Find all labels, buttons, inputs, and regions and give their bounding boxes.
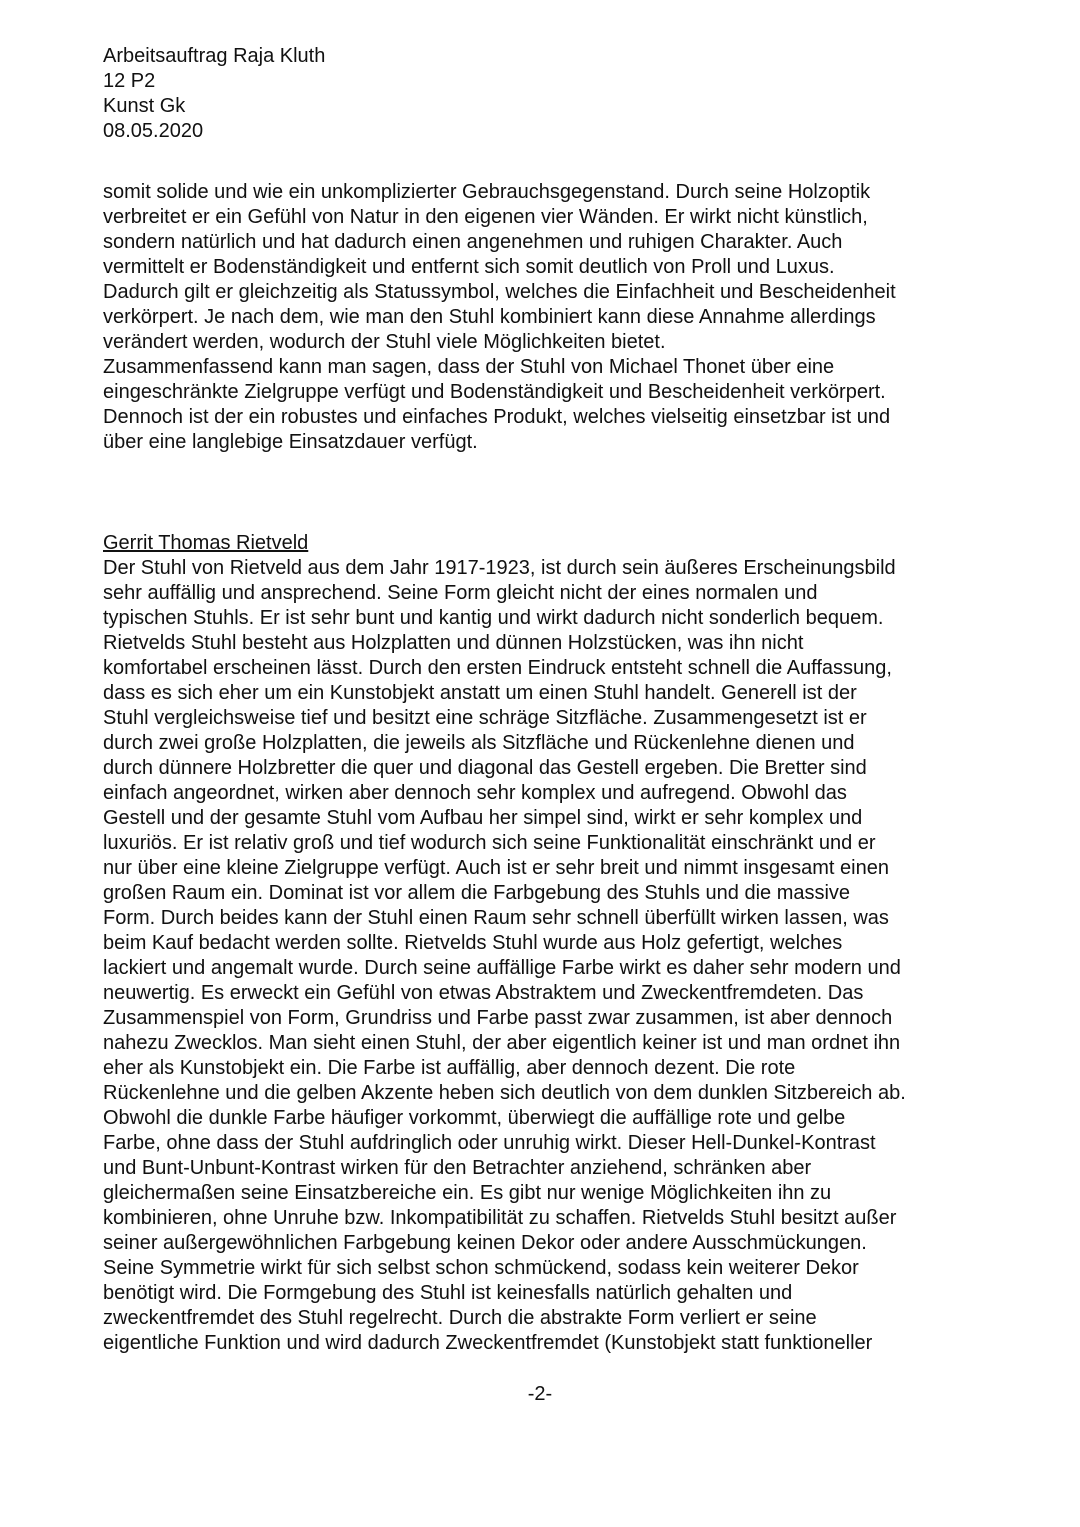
text-line: verändert werden, wodurch der Stuhl viele Möglichkeiten bietet. — [103, 331, 666, 353]
text-line: typischen Stuhls. Er ist sehr bunt und kantig und wirkt dadurch nicht sonderlich bequem. — [103, 607, 884, 629]
text-line: Form. Durch beides kann der Stuhl einen Raum sehr schnell überfüllt wirken lassen, was — [103, 907, 889, 929]
header-line: Arbeitsauftrag Raja Kluth — [103, 45, 326, 67]
text-line: durch zwei große Holzplatten, die jeweils als Sitzfläche und Rückenlehne dienen und — [103, 732, 855, 754]
text-line: seiner außergewöhnlichen Farbgebung keinen Dekor oder andere Ausschmückungen. — [103, 1232, 867, 1254]
text-line: Obwohl die dunkle Farbe häufiger vorkommt, überwiegt die auffällige rote und gelbe — [103, 1107, 846, 1129]
text-line: komfortabel erscheinen lässt. Durch den ersten Eindruck entsteht schnell die Auffassung, — [103, 657, 892, 679]
text-line: nahezu Zwecklos. Man sieht einen Stuhl, der aber eigentlich keiner ist und man ordnet ihn — [103, 1032, 901, 1054]
header-line: 12 P2 — [103, 70, 156, 92]
header-line: Kunst Gk — [103, 95, 186, 117]
header-line: 08.05.2020 — [103, 120, 204, 142]
text-line: eigentliche Funktion und wird dadurch Zweckentfremdet (Kunstobjekt statt funktioneller — [103, 1332, 873, 1354]
text-line: eingeschränkte Zielgruppe verfügt und Bodenständigkeit und Bescheidenheit verkörpert. — [103, 381, 886, 403]
page-number: -2- — [527, 1383, 553, 1405]
text-line: Dadurch gilt er gleichzeitig als Statussymbol, welches die Einfachheit und Bescheidenheit — [103, 281, 896, 303]
text-line: Zusammenspiel von Form, Grundriss und Farbe passt zwar zusammen, ist aber dennoch — [103, 1007, 893, 1029]
text-line: vermittelt er Bodenständigkeit und entfernt sich somit deutlich von Proll und Luxus. — [103, 256, 835, 278]
text-line: dass es sich eher um ein Kunstobjekt anstatt um einen Stuhl handelt. Generell ist der — [103, 682, 857, 704]
text-line: Stuhl vergleichsweise tief und besitzt eine schräge Sitzfläche. Zusammengesetzt ist er — [103, 707, 867, 729]
text-line: somit solide und wie ein unkomplizierter Gebrauchsgegenstand. Durch seine Holzoptik — [103, 181, 871, 203]
text-line: lackiert und angemalt wurde. Durch seine auffällige Farbe wirkt es daher sehr modern und — [103, 957, 901, 979]
text-line: Rückenlehne und die gelben Akzente heben sich deutlich von dem dunklen Sitzbereich ab. — [103, 1082, 906, 1104]
text-line: verkörpert. Je nach dem, wie man den Stuhl kombiniert kann diese Annahme allerdings — [103, 306, 876, 328]
text-line: benötigt wird. Die Formgebung des Stuhl ist keinesfalls natürlich gehalten und — [103, 1282, 793, 1304]
text-line: durch dünnere Holzbretter die quer und diagonal das Gestell ergeben. Die Bretter sind — [103, 757, 867, 779]
text-line: eher als Kunstobjekt ein. Die Farbe ist auffällig, aber dennoch dezent. Die rote — [103, 1057, 796, 1079]
text-line: nur über eine kleine Zielgruppe verfügt. Auch ist er sehr breit und nimmt insgesamt einen — [103, 857, 889, 879]
text-line: und Bunt-Unbunt-Kontrast wirken für den Betrachter anziehend, schränken aber — [103, 1157, 812, 1179]
text-line: kombinieren, ohne Unruhe bzw. Inkompatibilität zu schaffen. Rietvelds Stuhl besitzt außer — [103, 1207, 897, 1229]
text-line: Der Stuhl von Rietveld aus dem Jahr 1917-1923, ist durch sein äußeres Erscheinungsbild — [103, 557, 896, 579]
text-line: Farbe, ohne dass der Stuhl aufdringlich oder unruhig wirkt. Dieser Hell-Dunkel-Kontrast — [103, 1132, 876, 1154]
text-line: zweckentfremdet des Stuhl regelrecht. Durch die abstrakte Form verliert er seine — [103, 1307, 817, 1329]
text-line: über eine langlebige Einsatzdauer verfügt. — [103, 431, 478, 453]
text-line: verbreitet er ein Gefühl von Natur in den eigenen vier Wänden. Er wirkt nicht künstlich, — [103, 206, 868, 228]
text-line: gleichermaßen seine Einsatzbereiche ein. Es gibt nur wenige Möglichkeiten ihn zu — [103, 1182, 832, 1204]
text-line: Seine Symmetrie wirkt für sich selbst schon schmückend, sodass kein weiterer Dekor — [103, 1257, 859, 1279]
text-line: großen Raum ein. Dominat ist vor allem die Farbgebung des Stuhls und die massive — [103, 882, 851, 904]
text-line: sondern natürlich und hat dadurch einen angenehmen und ruhigen Charakter. Auch — [103, 231, 843, 253]
text-line: neuwertig. Es erweckt ein Gefühl von etwas Abstraktem und Zweckentfremdeten. Das — [103, 982, 864, 1004]
text-line: Dennoch ist der ein robustes und einfaches Produkt, welches vielseitig einsetzbar ist und — [103, 406, 891, 428]
text-line: Rietvelds Stuhl besteht aus Holzplatten und dünnen Holzstücken, was ihn nicht — [103, 632, 804, 654]
text-line: beim Kauf bedacht werden sollte. Rietvelds Stuhl wurde aus Holz gefertigt, welches — [103, 932, 843, 954]
text-line: Zusammenfassend kann man sagen, dass der Stuhl von Michael Thonet über eine — [103, 356, 835, 378]
text-line: einfach angeordnet, wirken aber dennoch sehr komplex und aufregend. Obwohl das — [103, 782, 847, 804]
text-line: sehr auffällig und ansprechend. Seine Form gleicht nicht der eines normalen und — [103, 582, 818, 604]
text-line: Gestell und der gesamte Stuhl vom Aufbau her simpel sind, wirkt er sehr komplex und — [103, 807, 863, 829]
text-line: luxuriös. Er ist relativ groß und tief wodurch sich seine Funktionalität einschränkt und er — [103, 832, 876, 854]
section-heading: Gerrit Thomas Rietveld — [103, 532, 309, 554]
